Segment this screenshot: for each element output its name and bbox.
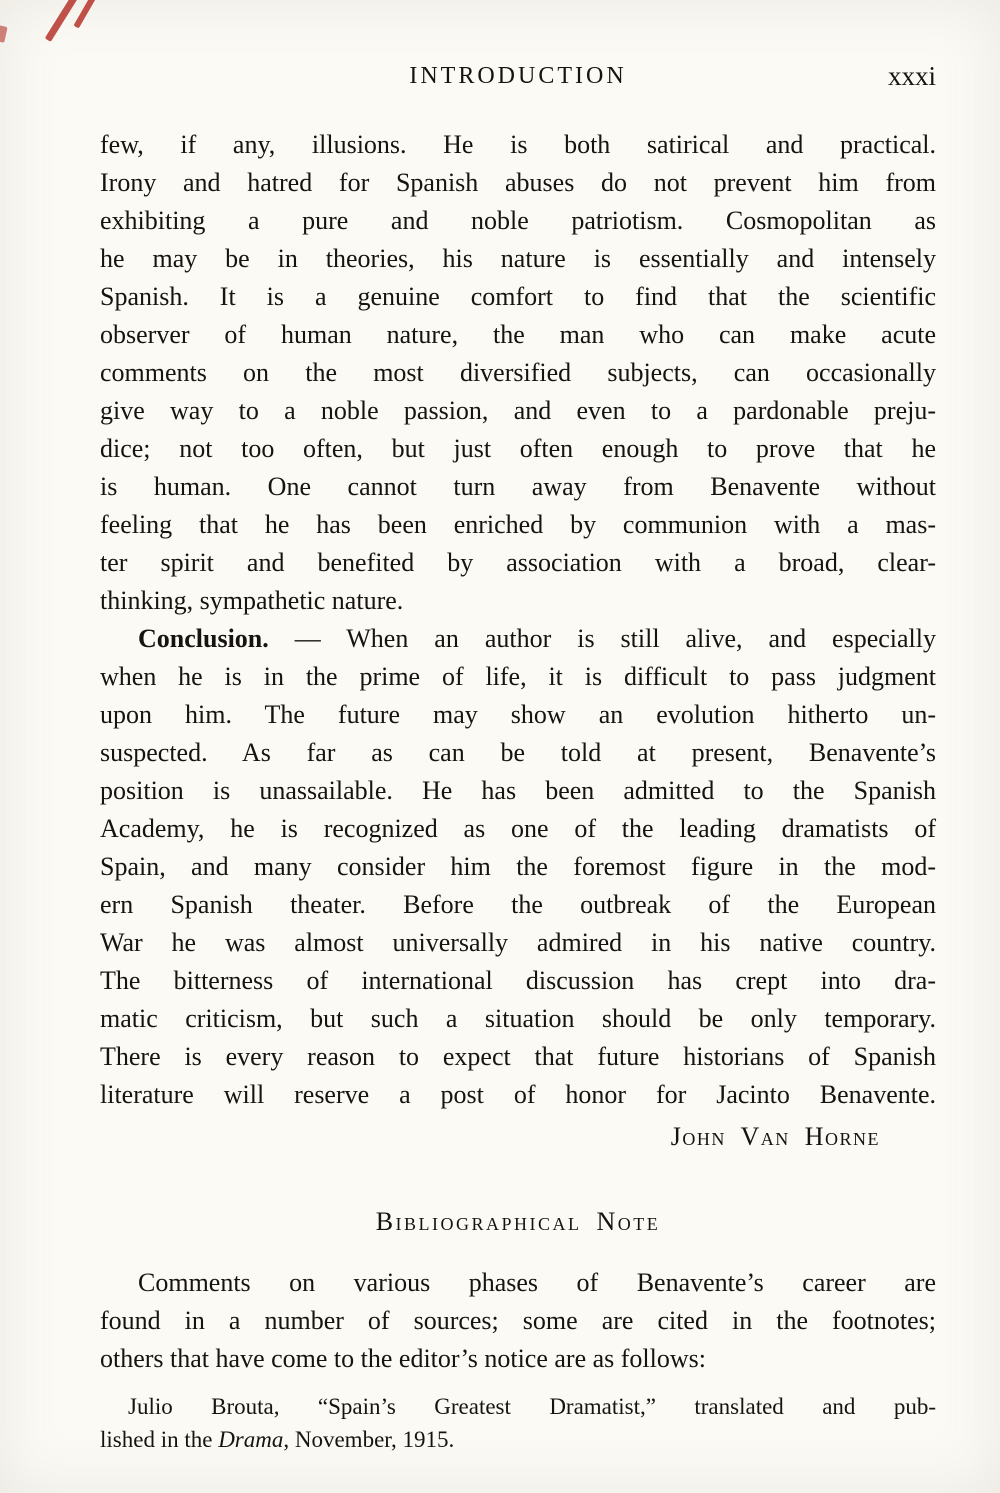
text-line: Spain, and many consider him the foremost figure in the mod- [100,852,936,881]
text-line: he may be in theories, his nature is essentially and intensely [100,244,936,273]
text-line: Irony and hatred for Spanish abuses do not prevent him from [100,168,936,197]
text-line: few, if any, illusions. He is both satirical and practical. [100,130,936,159]
text-line: observer of human nature, the man who can make acute [100,320,936,349]
text-line: exhibiting a pure and noble patriotism. Cosmopolitan as [100,206,936,235]
bibliography-line-1: Julio Brouta, “Spain’s Greatest Dramatist,” translated and pub- [128,1394,936,1419]
text-line: is human. One cannot turn away from Benavente without [100,472,936,501]
text-line: Spanish. It is a genuine comfort to find that the scientific [100,282,936,311]
text-line: literature will reserve a post of honor for Jacinto Benavente. [100,1080,936,1109]
scan-artifact-red-mark [45,0,78,42]
text-line: position is unassailable. He has been admitted to the Spanish [100,776,936,805]
bibliography-line-2-pre: lished in the [100,1427,219,1452]
bibliography-entry [100,1390,936,1456]
bibliography-journal-title: Drama [218,1427,284,1452]
text-line: Academy, he is recognized as one of the leading dramatists of [100,814,936,843]
scan-artifact-red-mark [73,0,100,29]
text-line: upon him. The future may show an evolution hitherto un- [100,700,936,729]
text-line: found in a number of sources; some are cited in the footnotes; [100,1306,936,1335]
paragraph-2-lines [100,658,936,1114]
text-line: comments on the most diversified subjects, can occasionally [100,358,936,387]
page-number: xxxi [887,61,936,91]
paragraph-2 [100,620,936,1114]
text-line: when he is in the prime of life, it is difficult to pass judgment [100,662,936,691]
text-line: give way to a noble passion, and even to a pardonable preju- [100,396,936,425]
paragraph-2-first-line-rest: — When an author is still alive, and especially [268,624,936,653]
paragraph-1 [100,126,936,620]
text-line: others that have come to the editor’s notice are as follows: [100,1344,706,1373]
text-line: thinking, sympathetic nature. [100,586,404,615]
paragraph-3 [100,1264,936,1378]
text-line: ern Spanish theater. Before the outbreak of the European [100,890,936,919]
bibliography-line-2-post: , November, 1915. [283,1427,455,1452]
text-line: The bitterness of international discussion has crept into dra- [100,966,936,995]
bibliography-line-2 [100,1423,936,1456]
text-line: matic criticism, but such a situation should be only temporary. [100,1004,936,1033]
paragraph-2-first-line [100,620,936,658]
text-line: ter spirit and benefited by association with a broad, clear- [100,548,936,577]
text-line: Comments on various phases of Benavente’s career are [138,1268,936,1297]
page-content [100,60,936,1456]
section-heading: Bibliographical Note [375,1207,661,1236]
text-line: There is every reason to expect that future historians of Spanish [100,1042,936,1071]
chapter-title: INTRODUCTION [409,63,627,89]
text-line: War he was almost universally admired in his native country. [100,928,936,957]
scan-artifact-red-mark [0,25,8,43]
conclusion-lead-word: Conclusion. [138,624,269,653]
author-signature: John Van Horne [670,1122,880,1151]
running-header [100,60,936,92]
text-line: suspected. As far as can be told at present, Benavente’s [100,738,936,767]
text-line: feeling that he has been enriched by communion with a mas- [100,510,936,539]
text-line: dice; not too often, but just often enough to prove that he [100,434,936,463]
